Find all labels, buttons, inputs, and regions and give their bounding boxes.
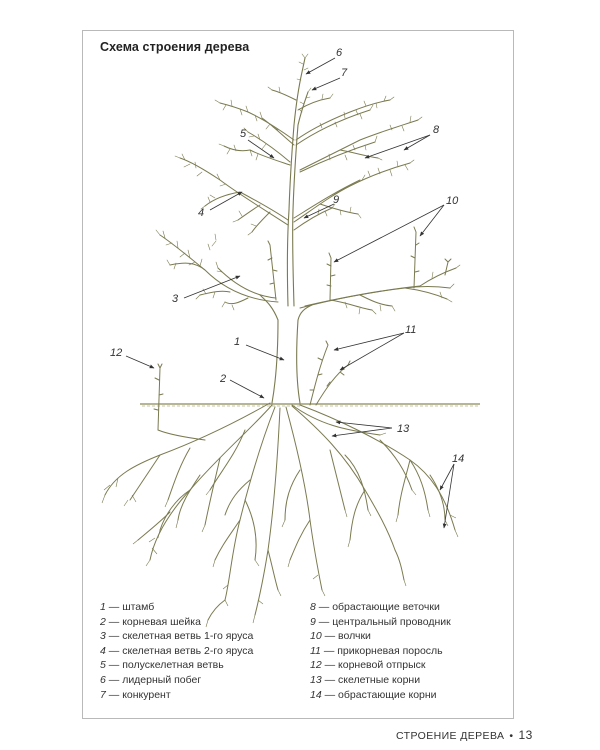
callout-11: 11 [405,324,417,336]
page-number: 13 [518,728,533,742]
callout-14: 14 [452,453,465,465]
section-title: СТРОЕНИЕ ДЕРЕВА [396,730,505,742]
callout-9: 9 [333,194,340,206]
callout-6: 6 [336,47,343,59]
callout-7: 7 [341,67,348,79]
callout-5: 5 [240,128,247,140]
legend-item-3: 3 — скелетная ветвь 1-го яруса [100,630,254,643]
legend-left-column [100,600,253,702]
legend-item-14: 14 — обрастающие корни [310,688,437,701]
legend-item-1: 1 — штамб [100,601,155,613]
legend-item-5: 5 — полускелетная ветвь [100,659,224,672]
legend-right-column [310,600,451,702]
page-footer: СТРОЕНИЕ ДЕРЕВА • 13 [396,728,533,742]
legend-item-11: 11 — прикорневая поросль [310,644,443,657]
legend-item-10: 10 — волчки [310,630,371,643]
callout-8: 8 [433,124,440,136]
legend-item-8: 8 — обрастающие веточки [310,601,440,613]
callout-2: 2 [220,373,227,385]
legend-item-12: 12 — корневой отпрыск [310,659,426,672]
callout-10: 10 [446,195,459,207]
legend-item-13: 13 — скелетные корни [310,673,421,686]
callout-12: 12 [110,347,123,359]
legend-item-2: 2 — корневая шейка [100,615,201,628]
legend-item-6: 6 — лидерный побег [100,673,202,686]
callout-13: 13 [397,423,410,435]
roots [105,403,455,620]
tree-trunk [260,58,312,403]
callout-3: 3 [172,293,179,305]
legend-item-4: 4 — скелетная ветвь 2-го яруса [100,644,254,657]
legend-item-7: 7 — конкурент [100,688,171,701]
diagram-title: Схема строения дерева [100,40,250,54]
legend-item-9: 9 — центральный проводник [310,615,451,628]
callout-4: 4 [198,207,205,219]
callout-1: 1 [234,336,241,348]
branches [160,90,456,310]
